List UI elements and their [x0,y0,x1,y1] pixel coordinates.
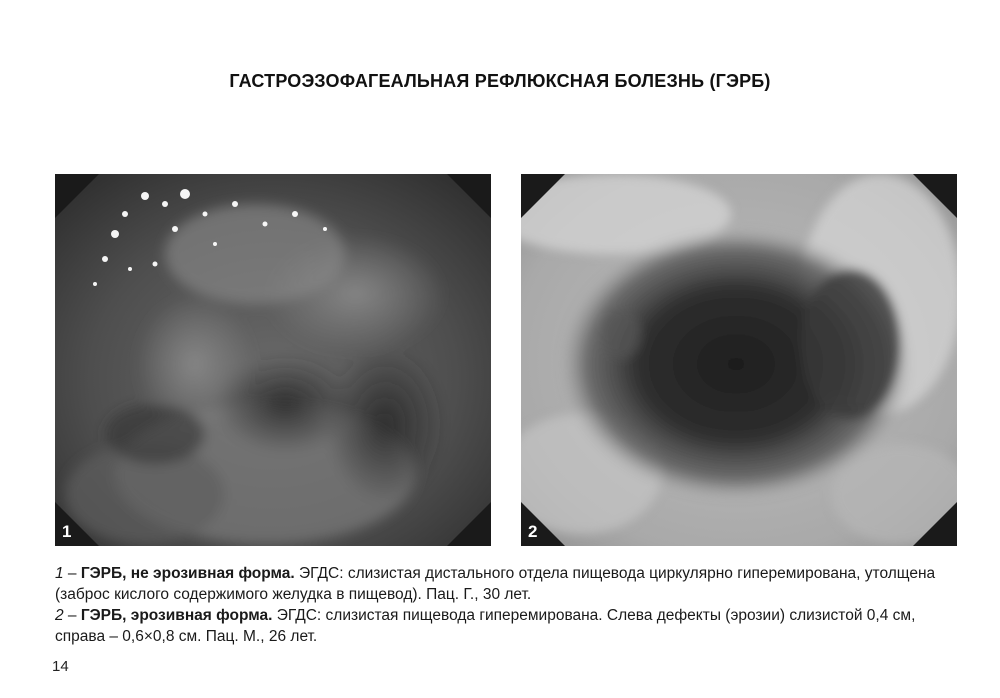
figure-number-2: 2 [528,522,538,541]
caption-2-heading: ГЭРБ, эрозивная форма. [80,607,273,624]
endoscopy-image-2 [521,174,957,546]
page-number: 14 [52,658,69,675]
page-title: ГАСТРОЭЗОФАГЕАЛЬНАЯ РЕФЛЮКСНАЯ БОЛЕЗНЬ (ГЭРБ) [229,71,771,91]
endoscopy-image-2-graphic [521,174,957,546]
caption-2-dash: – [63,607,81,624]
caption-2-number: 2 [55,607,64,624]
caption-1-heading: ГЭРБ, не эрозивная форма. [80,565,295,582]
caption-1-dash: – [63,565,81,582]
caption-1-number: 1 [55,565,64,582]
endoscopy-image-1 [55,174,491,546]
caption-2-text: ЭГДС: слизистая пищевода гиперемирована. Слева дефекты (эрозии) слизистой 0,4 см, справа – 0,6×0,8 см. Пац. М., 26 лет. [55,607,916,645]
caption-1-text: ЭГДС: слизистая дистального отдела пищевода циркулярно гиперемирована, утолщена (заброс кислого содержимого желудка в пищевод). Пац. Г., 30 лет. [55,565,936,603]
endoscopy-image-1-graphic [55,174,491,546]
figure-number-1: 1 [62,522,72,541]
caption-1 [55,563,960,605]
caption-2 [55,605,960,647]
figure-captions [55,563,960,647]
